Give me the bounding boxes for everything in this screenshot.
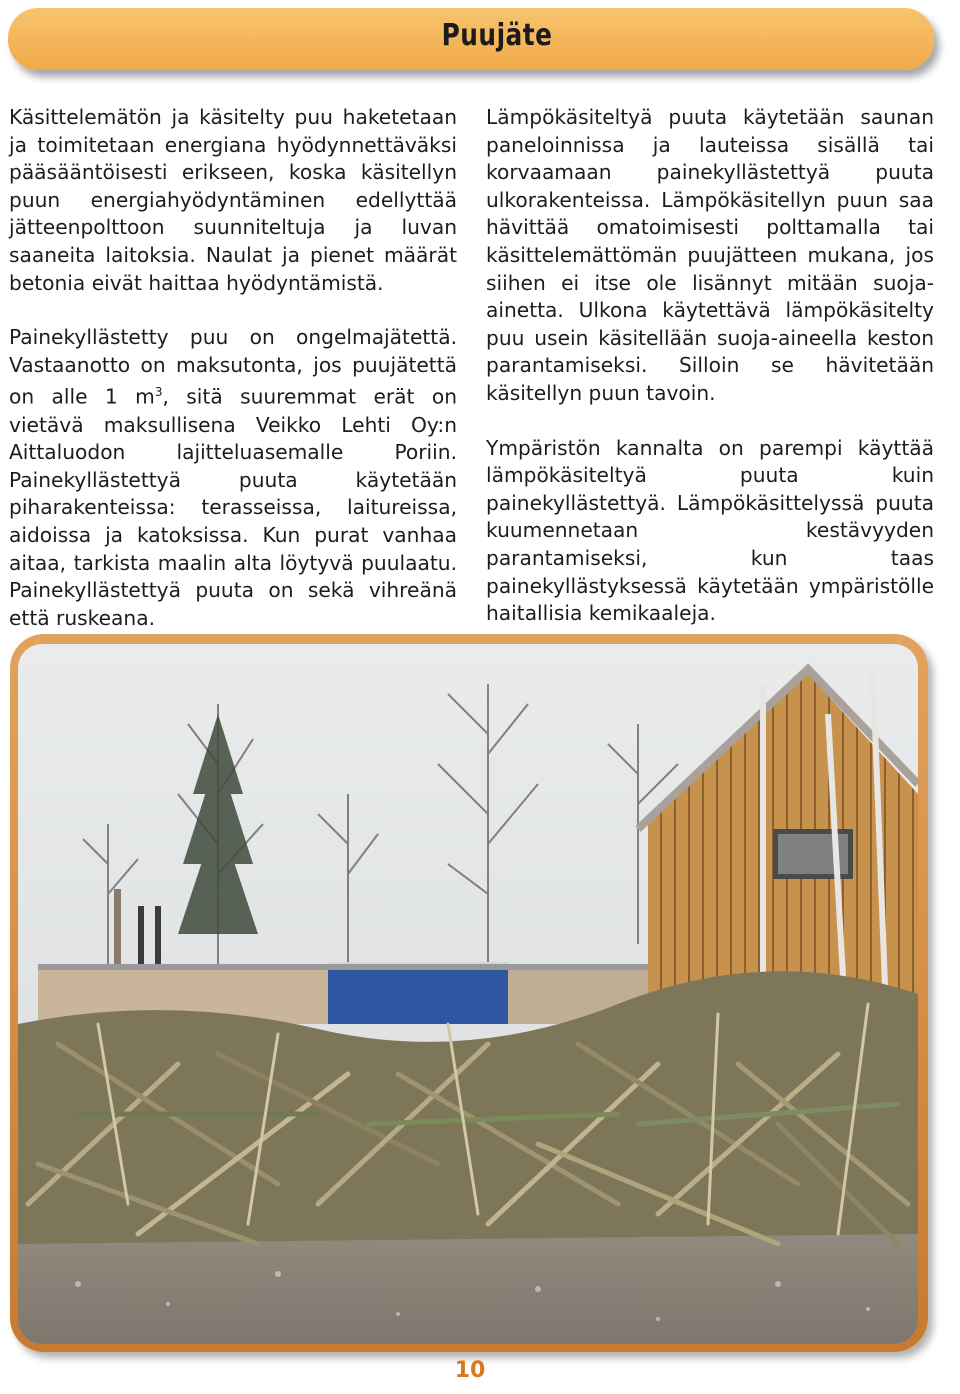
page-number: 10 <box>454 1358 486 1383</box>
left-paragraph-2 <box>9 324 457 632</box>
right-paragraph-1: Lämpökäsiteltyä puuta käytetään saunan paneloinnissa ja lauteissa sisällä tai korvaamaan painekyllästettyä puuta ulkorakenteissa. Lämpökäsitellyn puun saa hävittää omatoimisesti polttamalla tai käsittelemättömän puujätteen mukana, jos siihen ei itse ole lisännyt mitään suoja-ainetta. Ulkona käytettävä lämpökäsitelty puu usein käsitellään suoja-aineella keston parantamiseksi. Silloin se hävitetään käsitellyn puun tavoin. <box>486 105 934 405</box>
wood-waste-photo <box>18 644 918 1344</box>
superscript-3: 3 <box>154 385 163 400</box>
left-paragraph-2-text-a: Vastaanotto on maksutonta, jos puujätettä on alle 1 m <box>9 352 457 410</box>
left-paragraph-1: Käsittelemätön ja käsitelty puu haketetaan ja toimitetaan energiana hyödynnettäväksi pääsääntöisesti erikseen, koska käsitellyn puun energiahyödyntäminen edellyttää jätteenpolttoon suunniteltuja ja luvan saaneita laitoksia. Naulat ja pienet määrät betonia eivät haittaa hyödyntämistä. <box>9 105 457 295</box>
right-paragraph-2: Ympäristön kannalta on parempi käyttää lämpökäsiteltyä puuta kuin painekyllästettyä. Lämpökäsittelyssä puuta kuumennetaan kestävyyden parantamiseksi, kun taas painekyllästyksessä käytetään ympäristölle haitallisia kemikaaleja. <box>486 435 934 626</box>
left-paragraph-2-text-b: , sitä suuremmat erät on vietävä maksullisena Veikko Lehti Oy:n Aittaluodon lajitteluasemalle Poriin. Painekyllästettyä puuta käytetään piharakenteissa: terasseissa, laitureissa, aidoissa ja katoksissa. Kun purat vanhaa aitaa, tarkista maalin alta löytyvä puulaatu. Painekyllästettyä puuta on sekä vihreänä että ruskeana. <box>9 385 457 630</box>
left-column <box>9 104 457 659</box>
page-title: Puujäte <box>441 18 552 53</box>
wood-waste-illustration <box>18 644 918 1344</box>
blue-building <box>328 966 508 1024</box>
right-column <box>486 104 934 655</box>
left-paragraph-2-lead: Painekyllästetty puu on ongelmajätettä. <box>9 325 457 350</box>
